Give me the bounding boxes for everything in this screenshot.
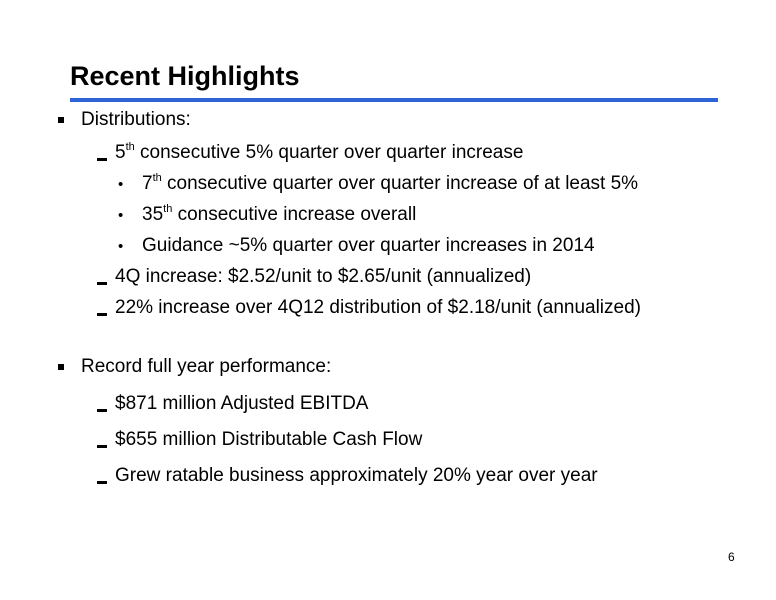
bullet-ordinal-suffix: th xyxy=(125,140,135,153)
bullet-thirty-fifth-consecutive xyxy=(142,203,416,227)
dash-bullet-icon xyxy=(97,481,107,484)
dot-bullet-icon: • xyxy=(118,207,124,224)
bullet-text: consecutive increase overall xyxy=(172,204,417,225)
square-bullet-icon xyxy=(58,364,64,370)
bullet-ordinal-suffix: th xyxy=(152,171,162,184)
dash-bullet-icon xyxy=(97,313,107,316)
square-bullet-icon xyxy=(58,117,64,123)
bullet-guidance: Guidance ~5% quarter over quarter increases in 2014 xyxy=(142,235,595,256)
bullet-distributable-cash-flow: $655 million Distributable Cash Flow xyxy=(115,429,423,450)
bullet-ordinal-number: 7 xyxy=(142,173,153,194)
bullet-record-full-year: Record full year performance: xyxy=(81,356,332,377)
bullet-text: consecutive quarter over quarter increase of at least 5% xyxy=(161,173,639,194)
title-underline xyxy=(70,98,718,102)
bullet-ratable-business: Grew ratable business approximately 20% year over year xyxy=(115,465,598,486)
dot-bullet-icon: • xyxy=(118,238,124,255)
bullet-text: consecutive 5% quarter over quarter increase xyxy=(134,142,524,163)
bullet-4q-increase: 4Q increase: $2.52/unit to $2.65/unit (annualized) xyxy=(115,266,532,287)
bullet-adjusted-ebitda: $871 million Adjusted EBITDA xyxy=(115,393,369,414)
dash-bullet-icon xyxy=(97,445,107,448)
bullet-fifth-consecutive xyxy=(115,141,523,165)
bullet-22-percent-increase: 22% increase over 4Q12 distribution of $2.18/unit (annualized) xyxy=(115,297,641,318)
dot-bullet-icon: • xyxy=(118,176,124,193)
bullet-distributions: Distributions: xyxy=(81,109,191,130)
dash-bullet-icon xyxy=(97,409,107,412)
dash-bullet-icon xyxy=(97,158,107,161)
bullet-ordinal-suffix: th xyxy=(163,202,173,215)
dash-bullet-icon xyxy=(97,282,107,285)
slide-title: Recent Highlights xyxy=(70,61,300,91)
bullet-ordinal-number: 5 xyxy=(115,142,126,163)
bullet-ordinal-number: 35 xyxy=(142,204,164,225)
page-number: 6 xyxy=(728,550,735,564)
bullet-seventh-consecutive xyxy=(142,172,638,196)
